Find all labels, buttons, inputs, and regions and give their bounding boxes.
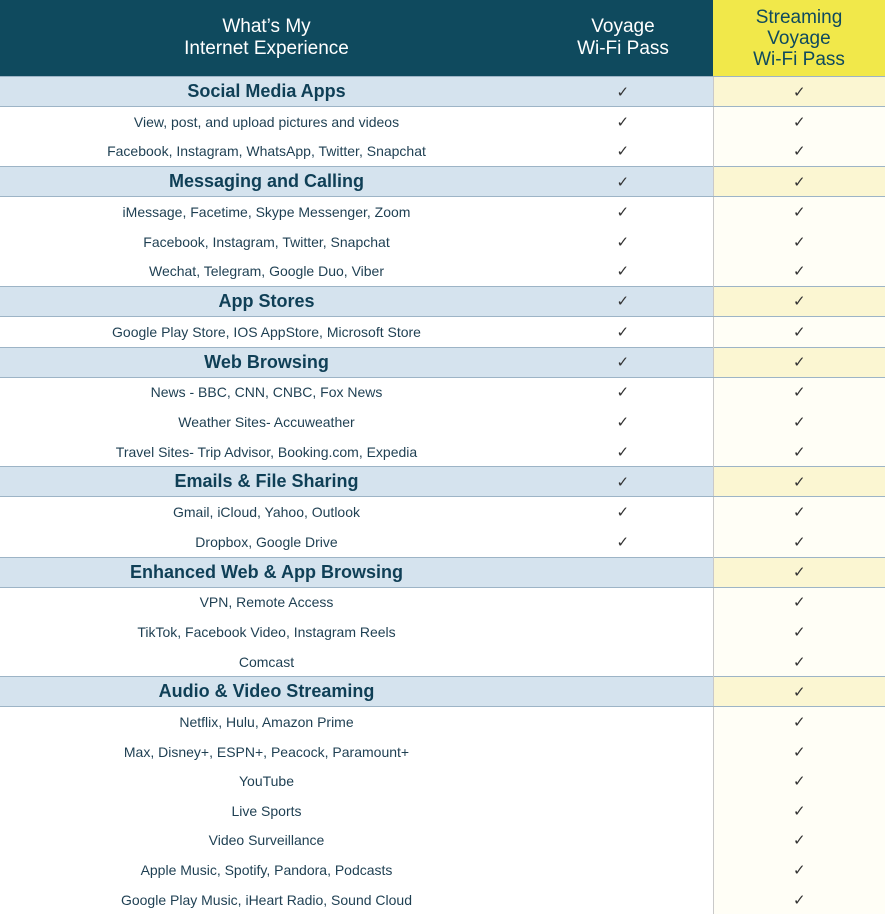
voyage-check-icon: ✓ bbox=[533, 77, 713, 107]
streaming-check-icon: ✓ bbox=[713, 167, 885, 197]
feature-label: Max, Disney+, ESPN+, Peacock, Paramount+ bbox=[0, 737, 533, 767]
table-row bbox=[0, 737, 885, 767]
streaming-check-icon: ✓ bbox=[713, 467, 885, 497]
streaming-check-icon: ✓ bbox=[713, 256, 885, 286]
voyage-empty-cell bbox=[533, 617, 713, 647]
voyage-empty-cell bbox=[533, 855, 713, 885]
table-row bbox=[0, 137, 885, 167]
streaming-check-icon: ✓ bbox=[713, 527, 885, 557]
feature-label: Facebook, Instagram, WhatsApp, Twitter, Snapchat bbox=[0, 137, 533, 167]
section-title: Emails & File Sharing bbox=[0, 467, 533, 497]
table-row bbox=[0, 617, 885, 647]
table-row bbox=[0, 855, 885, 885]
voyage-check-icon: ✓ bbox=[533, 497, 713, 527]
streaming-check-icon: ✓ bbox=[713, 497, 885, 527]
streaming-check-icon: ✓ bbox=[713, 737, 885, 767]
section-title: Audio & Video Streaming bbox=[0, 677, 533, 707]
table-row bbox=[0, 407, 885, 437]
feature-label: Google Play Store, IOS AppStore, Microsoft Store bbox=[0, 316, 533, 347]
feature-label: Wechat, Telegram, Google Duo, Viber bbox=[0, 256, 533, 286]
voyage-check-icon: ✓ bbox=[533, 527, 713, 557]
voyage-check-icon: ✓ bbox=[533, 407, 713, 437]
voyage-check-icon: ✓ bbox=[533, 377, 713, 407]
feature-label: Netflix, Hulu, Amazon Prime bbox=[0, 707, 533, 737]
table-row bbox=[0, 826, 885, 856]
voyage-check-icon: ✓ bbox=[533, 437, 713, 467]
feature-label: Live Sports bbox=[0, 796, 533, 826]
streaming-check-icon: ✓ bbox=[713, 855, 885, 885]
streaming-check-icon: ✓ bbox=[713, 587, 885, 617]
voyage-empty-cell bbox=[533, 647, 713, 677]
table-body bbox=[0, 77, 885, 914]
streaming-check-icon: ✓ bbox=[713, 137, 885, 167]
voyage-check-icon: ✓ bbox=[533, 167, 713, 197]
feature-label: Video Surveillance bbox=[0, 826, 533, 856]
voyage-check-icon: ✓ bbox=[533, 256, 713, 286]
feature-label: Weather Sites- Accuweather bbox=[0, 407, 533, 437]
streaming-check-icon: ✓ bbox=[713, 286, 885, 316]
streaming-check-icon: ✓ bbox=[713, 437, 885, 467]
streaming-check-icon: ✓ bbox=[713, 796, 885, 826]
section-row bbox=[0, 557, 885, 587]
voyage-check-icon: ✓ bbox=[533, 467, 713, 497]
streaming-check-icon: ✓ bbox=[713, 557, 885, 587]
table-row bbox=[0, 316, 885, 347]
streaming-check-icon: ✓ bbox=[713, 227, 885, 257]
section-row bbox=[0, 347, 885, 377]
voyage-empty-cell bbox=[533, 767, 713, 797]
streaming-check-icon: ✓ bbox=[713, 377, 885, 407]
section-title: Enhanced Web & App Browsing bbox=[0, 557, 533, 587]
voyage-check-icon: ✓ bbox=[533, 316, 713, 347]
table-row bbox=[0, 707, 885, 737]
section-row bbox=[0, 677, 885, 707]
streaming-check-icon: ✓ bbox=[713, 677, 885, 707]
feature-label: Travel Sites- Trip Advisor, Booking.com, Expedia bbox=[0, 437, 533, 467]
feature-label: View, post, and upload pictures and videos bbox=[0, 107, 533, 137]
table-row bbox=[0, 227, 885, 257]
table-row bbox=[0, 107, 885, 137]
header-experience: What’s My Internet Experience bbox=[0, 0, 533, 77]
table-row bbox=[0, 497, 885, 527]
table-row bbox=[0, 647, 885, 677]
voyage-check-icon: ✓ bbox=[533, 137, 713, 167]
feature-label: iMessage, Facetime, Skype Messenger, Zoom bbox=[0, 197, 533, 227]
streaming-check-icon: ✓ bbox=[713, 316, 885, 347]
table-row bbox=[0, 437, 885, 467]
feature-label: YouTube bbox=[0, 767, 533, 797]
section-title: Social Media Apps bbox=[0, 77, 533, 107]
voyage-empty-cell bbox=[533, 557, 713, 587]
section-title: Messaging and Calling bbox=[0, 167, 533, 197]
section-title: Web Browsing bbox=[0, 347, 533, 377]
voyage-check-icon: ✓ bbox=[533, 197, 713, 227]
feature-label: Dropbox, Google Drive bbox=[0, 527, 533, 557]
streaming-check-icon: ✓ bbox=[713, 647, 885, 677]
voyage-empty-cell bbox=[533, 707, 713, 737]
voyage-empty-cell bbox=[533, 737, 713, 767]
feature-label: Facebook, Instagram, Twitter, Snapchat bbox=[0, 227, 533, 257]
section-row bbox=[0, 77, 885, 107]
feature-label: Google Play Music, iHeart Radio, Sound Cloud bbox=[0, 885, 533, 914]
section-row bbox=[0, 167, 885, 197]
feature-label: News - BBC, CNN, CNBC, Fox News bbox=[0, 377, 533, 407]
table-row bbox=[0, 767, 885, 797]
table-row bbox=[0, 796, 885, 826]
section-row bbox=[0, 467, 885, 497]
voyage-empty-cell bbox=[533, 587, 713, 617]
streaming-check-icon: ✓ bbox=[713, 407, 885, 437]
header-row bbox=[0, 0, 885, 77]
voyage-check-icon: ✓ bbox=[533, 227, 713, 257]
streaming-check-icon: ✓ bbox=[713, 885, 885, 914]
voyage-empty-cell bbox=[533, 796, 713, 826]
streaming-check-icon: ✓ bbox=[713, 767, 885, 797]
table-row bbox=[0, 587, 885, 617]
streaming-check-icon: ✓ bbox=[713, 826, 885, 856]
feature-label: TikTok, Facebook Video, Instagram Reels bbox=[0, 617, 533, 647]
streaming-check-icon: ✓ bbox=[713, 107, 885, 137]
section-title: App Stores bbox=[0, 286, 533, 316]
table-row bbox=[0, 197, 885, 227]
streaming-check-icon: ✓ bbox=[713, 617, 885, 647]
voyage-empty-cell bbox=[533, 885, 713, 914]
streaming-check-icon: ✓ bbox=[713, 197, 885, 227]
voyage-check-icon: ✓ bbox=[533, 347, 713, 377]
header-streaming-voyage-wifi-pass: Streaming Voyage Wi-Fi Pass bbox=[713, 0, 885, 77]
streaming-check-icon: ✓ bbox=[713, 707, 885, 737]
streaming-check-icon: ✓ bbox=[713, 347, 885, 377]
table-row bbox=[0, 377, 885, 407]
feature-label: Comcast bbox=[0, 647, 533, 677]
table-row bbox=[0, 885, 885, 914]
streaming-check-icon: ✓ bbox=[713, 77, 885, 107]
voyage-check-icon: ✓ bbox=[533, 286, 713, 316]
table-row bbox=[0, 256, 885, 286]
section-row bbox=[0, 286, 885, 316]
voyage-check-icon: ✓ bbox=[533, 107, 713, 137]
table-row bbox=[0, 527, 885, 557]
feature-label: Gmail, iCloud, Yahoo, Outlook bbox=[0, 497, 533, 527]
header-voyage-wifi-pass: Voyage Wi-Fi Pass bbox=[533, 0, 713, 77]
feature-label: VPN, Remote Access bbox=[0, 587, 533, 617]
voyage-empty-cell bbox=[533, 677, 713, 707]
voyage-empty-cell bbox=[533, 826, 713, 856]
feature-label: Apple Music, Spotify, Pandora, Podcasts bbox=[0, 855, 533, 885]
